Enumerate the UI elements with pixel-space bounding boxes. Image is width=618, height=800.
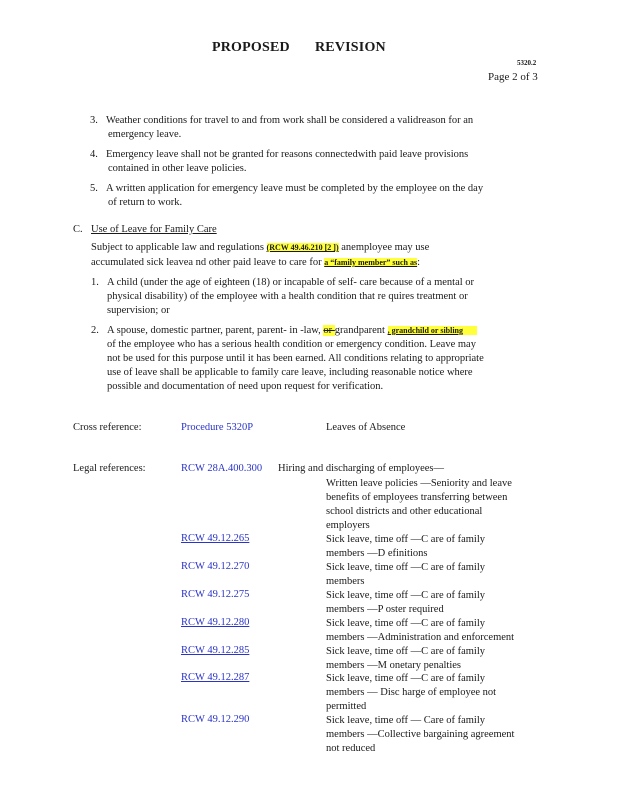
desc-line: members —D efinitions [326,548,428,559]
desc-line: members [326,576,365,587]
desc-line: Sick leave, time off —C are of family [326,562,486,573]
item-text: A spouse, domestic partner, parent, parent- in -law, [107,325,324,336]
desc-line: benefits of employees transferring between [326,492,508,503]
paragraph-text: : [417,257,421,268]
cross-reference-description: Leaves of Absence [326,422,406,433]
item-text-line2: contained in other leave policies. [108,163,247,174]
section-letter: C. [73,224,83,235]
legal-ref-link[interactable]: RCW 28A.400.300 [181,463,263,474]
item-text-line1: A child (under the age of eighteen (18) or incapable of self- care because of a mental or [107,277,475,288]
legal-ref-link[interactable]: RCW 49.12.265 [181,533,250,544]
list-item-5 [90,182,484,210]
inserted-rcw-citation: (RCW 49.46.210 [2 ]) [266,243,339,252]
legal-ref-description [326,533,485,561]
item-number: 3. [90,115,98,126]
legal-ref-link[interactable]: RCW 49.12.275 [181,589,250,600]
item-text: grandparent [334,325,388,336]
legal-references-label: Legal references: [73,463,146,474]
item-number: 4. [90,149,98,160]
legal-ref-link[interactable]: RCW 49.12.280 [181,617,250,628]
desc-line: members —P oster required [326,604,444,615]
inserted-family-member-text: a “family member” such as [324,258,418,267]
list-item-3 [90,114,474,142]
item-text-line2: physical disability) of the employee with a health condition that re quires treatment or [107,291,468,302]
legal-ref-description [326,589,485,617]
item-text-line1: A written application for emergency leave must be completed by the employee on the day [106,183,484,194]
procedure-link[interactable]: Procedure 5320P [181,422,254,433]
desc-line: members —M onetary penalties [326,660,462,671]
legal-ref-link[interactable]: RCW 49.12.270 [181,561,250,572]
item-text-line3: supervision; or [107,305,170,316]
title-proposed: PROPOSED [212,40,290,55]
legal-ref-description [326,561,485,589]
item-text-line2: emergency leave. [108,129,182,140]
paragraph-text: anemployee may use [338,242,430,253]
legal-ref-description [326,672,496,714]
legal-ref-link[interactable]: RCW 49.12.285 [181,645,250,656]
desc-line: Sick leave, time off —C are of family [326,673,486,684]
legal-ref-description [326,645,485,673]
item-text-line4: use of leave shall be applicable to family care leave, including reasonable notice where [107,367,473,378]
legal-ref-link[interactable]: RCW 49.12.290 [181,714,250,725]
item-number: 1. [91,277,99,288]
item-text-line5: possible and documentation of need upon request for verification. [107,381,384,392]
section-paragraph-line1 [91,242,429,253]
item-text-line3: not be used for this purpose until it has been earned. All conditions relating to appropriate [107,353,484,364]
desc-line: members —Collective bargaining agreement [326,729,515,740]
page-number: Page 2 of 3 [488,71,538,83]
cross-reference-label: Cross reference: [73,422,142,433]
desc-line: Sick leave, time off —C are of family [326,534,486,545]
legal-ref-description [326,714,514,756]
section-paragraph-line2 [91,257,420,268]
desc-line: members —Administration and enforcement [326,632,515,643]
desc-line: Sick leave, time off —C are of family [326,590,486,601]
item-text-line1: Emergency leave shall not be granted for reasons connectedwith paid leave provisions [106,149,469,160]
policy-number: 5320.2 [517,59,537,67]
paragraph-text: accumulated sick leavea nd other paid leave to care for [91,257,325,268]
desc-line: permitted [326,701,367,712]
desc-line: school districts and other educational [326,506,483,517]
legal-ref-description [326,477,512,533]
desc-line: Sick leave, time off —C are of family [326,618,486,629]
list-item-4 [90,148,469,176]
desc-line: not reduced [326,743,376,754]
item-text-line2: of return to work. [108,197,183,208]
desc-line: Sick leave, time off —C are of family [326,646,486,657]
legal-ref-link[interactable]: RCW 49.12.287 [181,672,250,683]
desc-line: Written leave policies —Seniority and leave [326,478,512,489]
sub-item-1 [91,276,475,318]
item-number: 2. [91,325,99,336]
deleted-text: or [323,325,335,336]
legal-ref-description [326,617,514,645]
desc-line: members — Disc harge of employee not [326,687,497,698]
sub-item-2 [91,324,484,394]
paragraph-text: Subject to applicable law and regulations [91,242,267,253]
desc-line: Sick leave, time off — Care of family [326,715,486,726]
item-text-line1: Weather conditions for travel to and from work shall be considered a validreason for an [106,115,474,126]
title-revision: REVISION [315,40,386,55]
legal-ref-title: Hiring and discharging of employees— [278,463,445,474]
desc-line: employers [326,520,370,531]
section-heading: Use of Leave for Family Care [91,224,217,235]
inserted-text: , grandchild or sibling [388,326,477,335]
item-number: 5. [90,183,98,194]
item-text-line2: of the employee who has a serious health condition or emergency condition. Leave may [107,339,476,350]
